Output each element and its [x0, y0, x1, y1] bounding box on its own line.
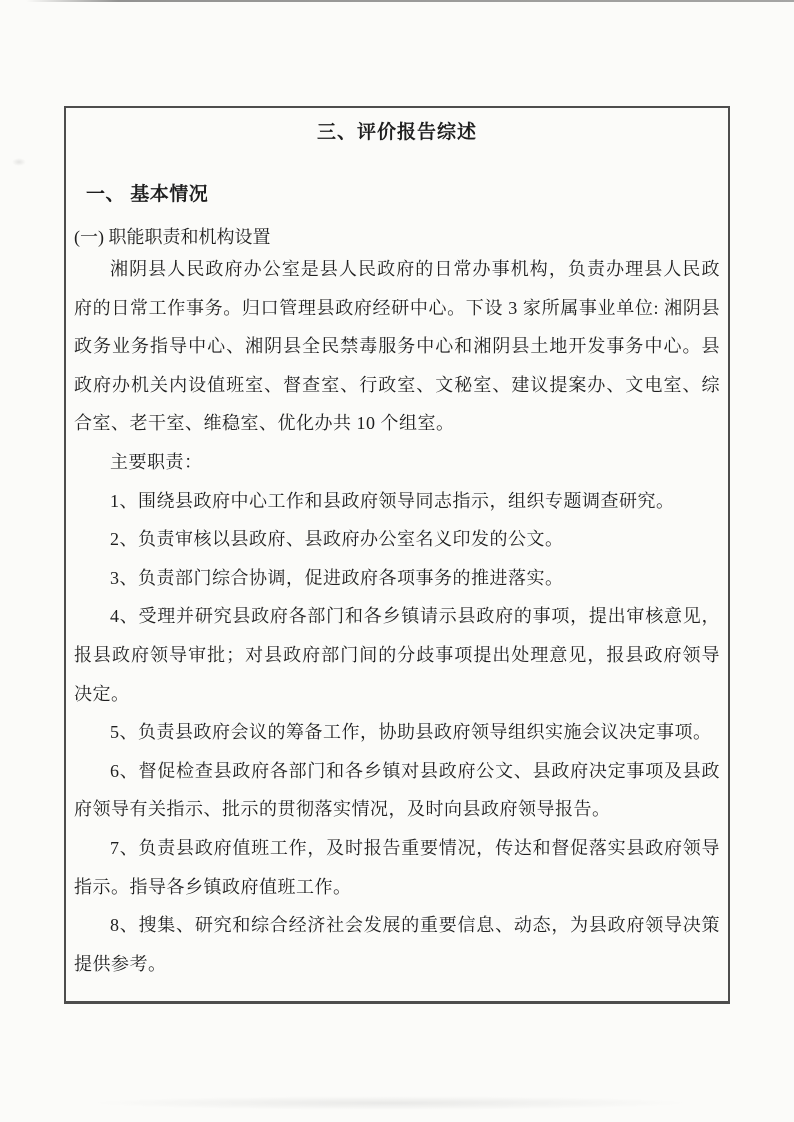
- paragraph: 4、受理并研究县政府各部门和各乡镇请示县政府的事项，提出审核意见，报县政府领导审批；对县政府部门间的分歧事项提出处理意见，报县政府领导决定。: [74, 606, 720, 704]
- paragraph: 主要职责：: [110, 451, 203, 472]
- paragraph: 3、负责部门综合协调，促进政府各项事务的推进落实。: [110, 567, 564, 588]
- report-table-cell-border: [64, 106, 730, 1004]
- paragraph: 8、搜集、研究和综合经济社会发展的重要信息、动态，为县政府领导决策提供参考。: [74, 915, 720, 974]
- paragraph: 湘阴县人民政府办公室是县人民政府的日常办事机构，负责办理县人民政府的日常工作事务。归口管理县政府经研中心。下设 3 家所属事业单位: 湘阴县政务业务指导中心、湘阴县全民禁毒服务中心和湘阴县土地开发事务中心。县政府办机关内设值班室、督查室、行政室、文秘室、建议提案办、文电室、综合室、老干室、维稳室、优化办共 10 个组室。: [74, 259, 720, 434]
- heading-basic-situation: 一、 基本情况: [86, 184, 209, 205]
- scan-smudge-artifact: [12, 158, 26, 166]
- paragraph: 7、负责县政府值班工作，及时报告重要情况，传达和督促落实县政府领导指示。指导各乡镇政府值班工作。: [74, 837, 720, 897]
- paragraph: 6、督促检查县政府各部门和各乡镇对县政府公文、县政府决定事项及县政府领导有关指示、批示的贯彻落实情况，及时向县政府领导报告。: [74, 760, 720, 820]
- scan-smudge-artifact: [90, 1096, 690, 1110]
- paragraph: 2、负责审核以县政府、县政府办公室名义印发的公文。: [110, 529, 564, 550]
- scan-edge-artifact: [26, 0, 794, 2]
- paragraph: 1、围绕县政府中心工作和县政府领导同志指示，组织专题调查研究。: [110, 490, 675, 511]
- paragraph: 5、负责县政府会议的筹备工作，协助县政府领导组织实施会议决定事项。: [110, 722, 712, 743]
- report-cell-content: [66, 108, 728, 1001]
- body-paragraphs: [74, 250, 720, 983]
- section-title: 三、评价报告综述: [316, 122, 477, 143]
- subheading-functions-and-structure: (一) 职能职责和机构设置: [74, 227, 271, 247]
